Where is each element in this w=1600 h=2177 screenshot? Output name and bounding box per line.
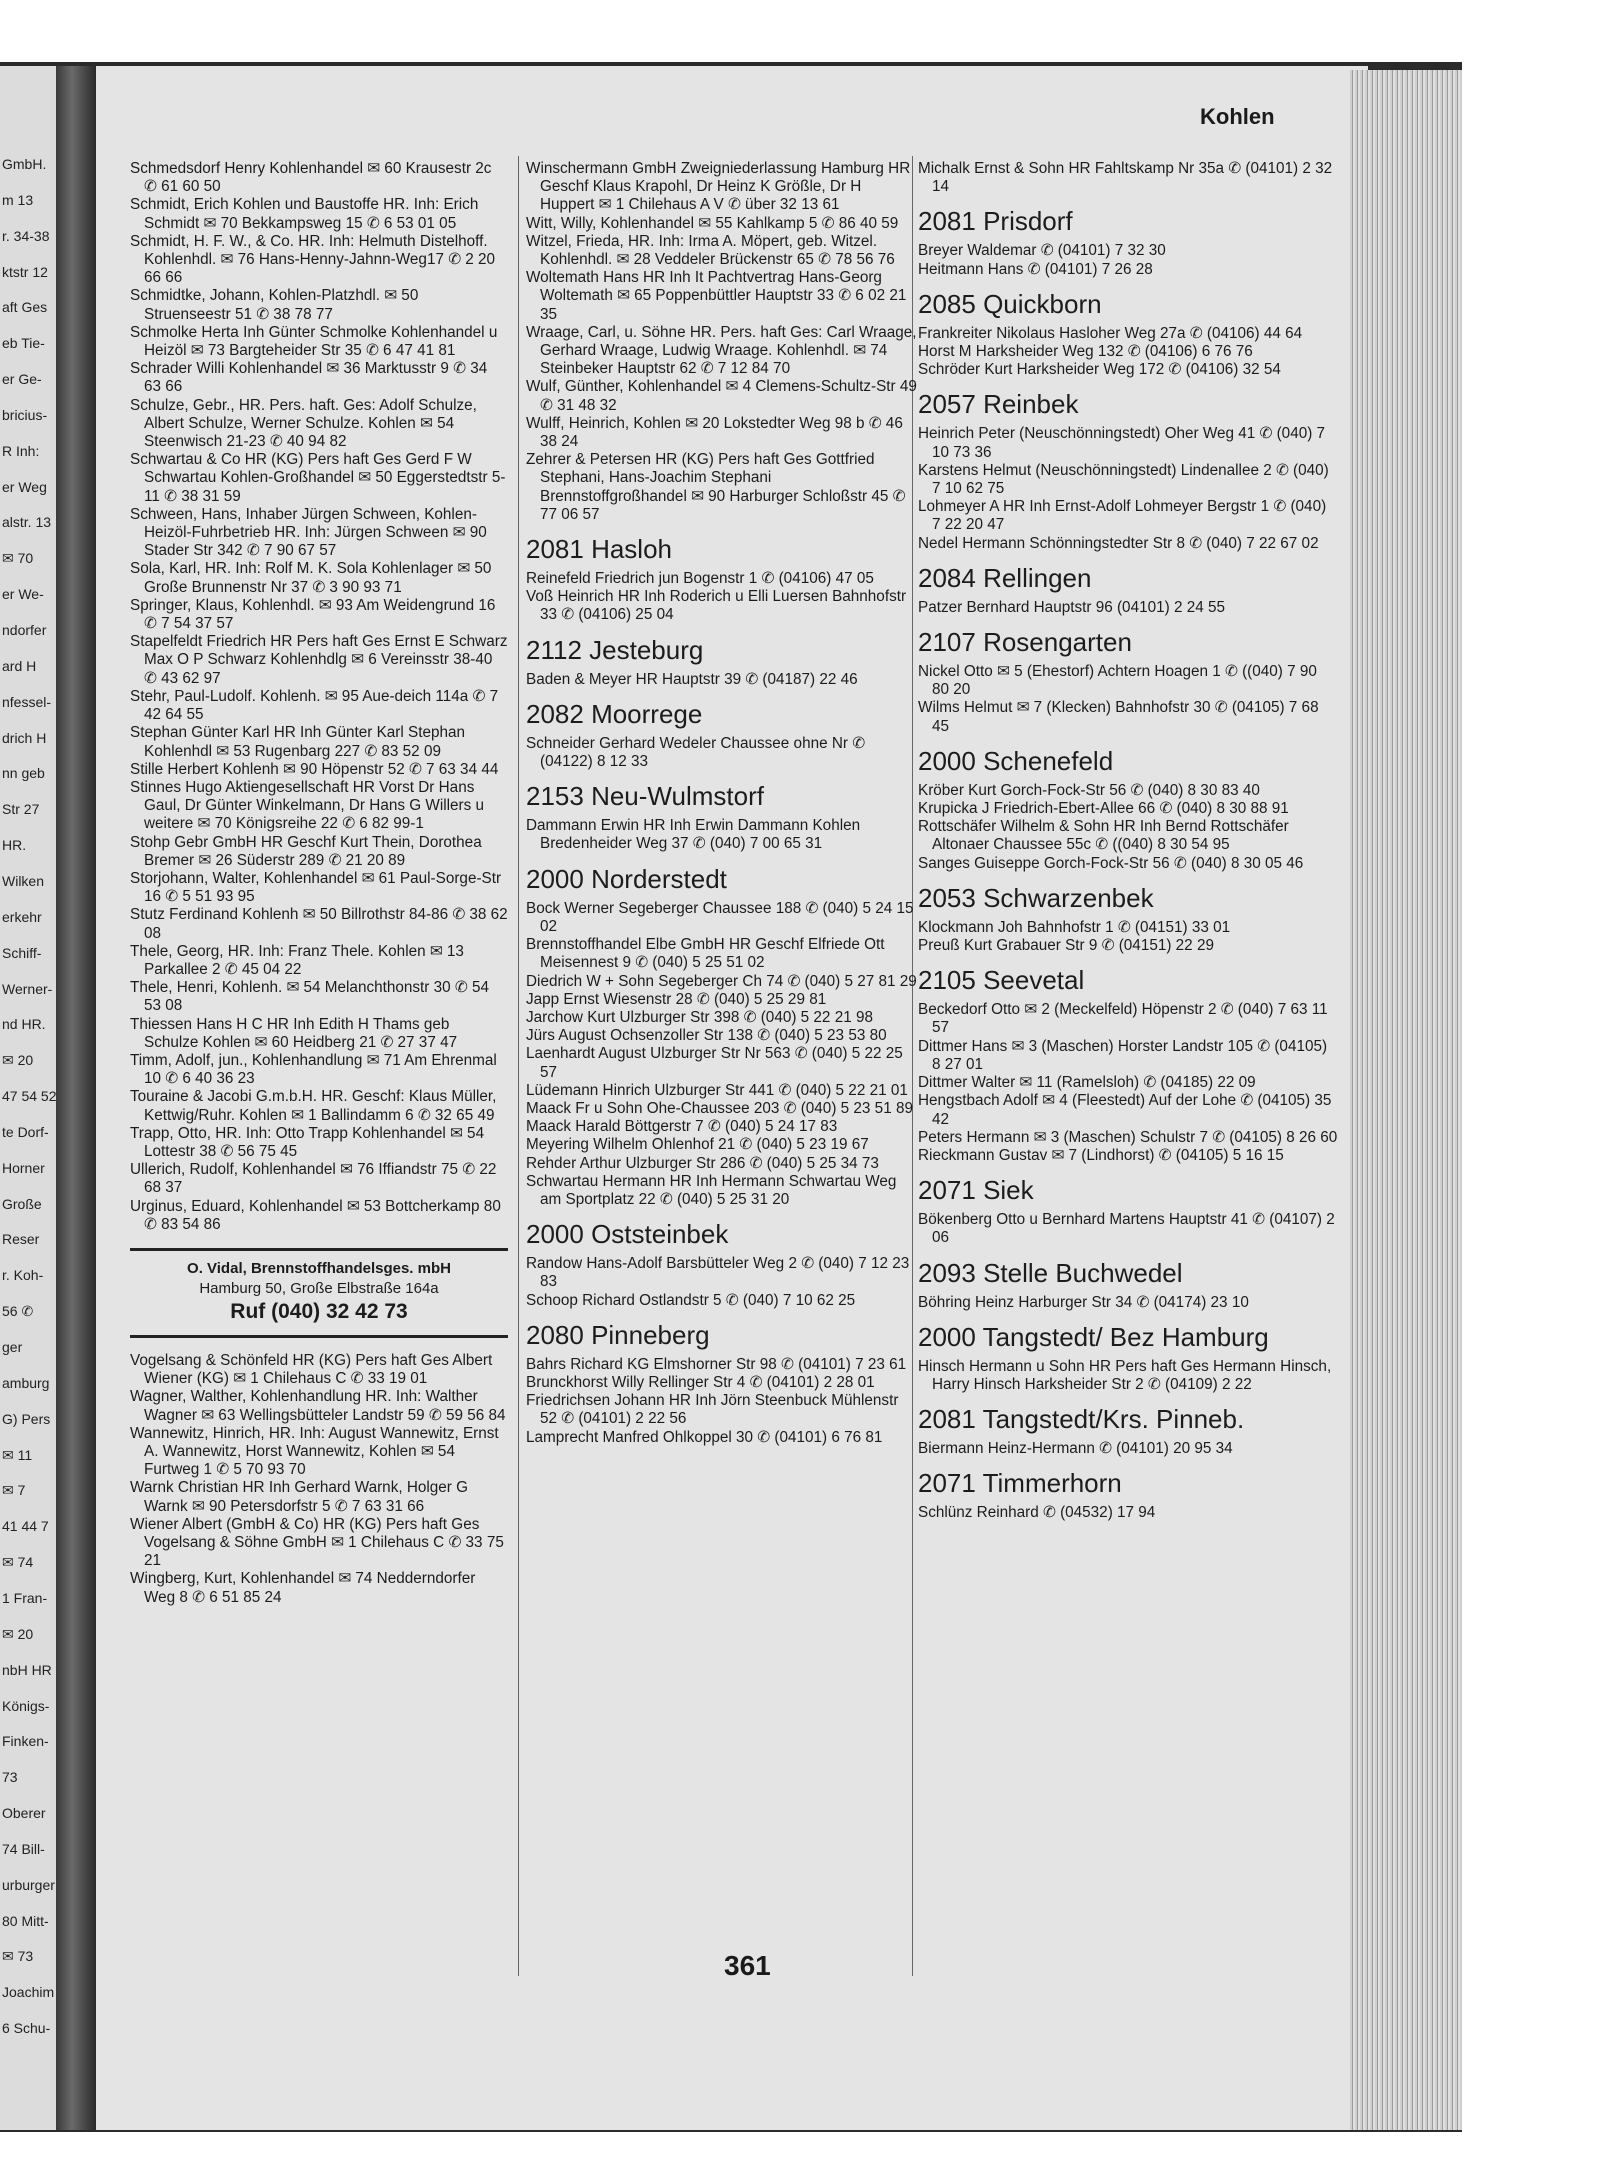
directory-entry: Wulff, Heinrich, Kohlen ✉ 20 Lokstedter Weg 98 b ✆ 46 38 24 — [526, 414, 903, 451]
column-3 — [918, 160, 1338, 1523]
directory-entry: Preuß Kurt Grabauer Str 9 ✆ (04151) 22 29 — [918, 937, 1214, 955]
column-2 — [526, 160, 918, 1447]
directory-entry: Stohp Gebr GmbH HR Geschf Kurt Thein, Dorothea Bremer ✉ 26 Süderstr 289 ✆ 21 20 89 — [130, 833, 482, 869]
directory-entry: Schwartau & Co HR (KG) Pers haft Ges Gerd F W Schwartau Kohlen-Großhandel ✉ 50 Eggerstedtstr 5-11 ✆ 38 31 59 — [130, 451, 506, 505]
left-page-text: drich H — [2, 729, 47, 746]
left-page-text: aft Ges — [2, 299, 48, 316]
left-page-text: R Inh: — [2, 442, 40, 459]
directory-entry: Stille Herbert Kohlenh ✉ 90 Höpenstr 52 ✆ 7 63 34 44 — [130, 760, 499, 778]
directory-entry: Heitmann Hans ✆ (04101) 7 26 28 — [918, 260, 1153, 278]
left-page-text: Große — [2, 1195, 42, 1212]
left-page-text: 80 Mitt- — [2, 1912, 49, 1929]
directory-entry: Kröber Kurt Gorch-Fock-Str 56 ✆ (040) 8 30 83 40 — [918, 781, 1260, 799]
left-page-text: m 13 — [2, 191, 34, 208]
directory-entry: Sanges Guiseppe Gorch-Fock-Str 56 ✆ (040) 8 30 05 46 — [918, 854, 1304, 872]
directory-entry: Schulze, Gebr., HR. Pers. haft. Ges: Adolf Schulze, Albert Schulze, Werner Schulze. Kohlen ✉ 54 Steenwisch 21-23 ✆ 40 94 82 — [130, 396, 477, 451]
directory-entry: Dittmer Hans ✉ 3 (Maschen) Horster Landstr 105 ✆ (04105) 8 27 01 — [918, 1037, 1328, 1073]
directory-entry: Stutz Ferdinand Kohlenh ✉ 50 Billrothstr 84-86 ✆ 38 62 08 — [130, 906, 508, 942]
left-page-text: Königs- — [2, 1697, 50, 1714]
ad-address: Hamburg 50, Große Elbstraße 164a — [199, 1279, 439, 1297]
directory-entry: Thiessen Hans H C HR Inh Edith H Thams geb Schulze Kohlen ✉ 60 Heidberg 21 ✆ 27 37 47 — [130, 1015, 458, 1051]
directory-entry: Wraage, Carl, u. Söhne HR. Pers. haft Ges: Carl Wraage, Gerhard Wraage, Ludwig Wraage. Kohlenhdl. ✉ 74 Steinbeker Hauptstr 62 ✆ 7 12 84 70 — [526, 323, 917, 378]
directory-entry: Beckedorf Otto ✉ 2 (Meckelfeld) Höpenstr 2 ✆ (040) 7 63 11 57 — [918, 1001, 1328, 1037]
town-heading: 2084 Rellingen — [918, 562, 1092, 593]
left-page-text: te Dorf- — [2, 1123, 49, 1140]
directory-entry: Rieckmann Gustav ✉ 7 (Lindhorst) ✆ (04105) 5 16 15 — [918, 1146, 1284, 1164]
town-heading: 2082 Moorrege — [526, 698, 703, 729]
directory-entry: Stephan Günter Karl HR Inh Günter Karl Stephan Kohlenhdl ✉ 53 Rugenbarg 227 ✆ 83 52 09 — [130, 724, 466, 760]
left-page-text: Reser — [2, 1231, 40, 1248]
directory-entry: Biermann Heinz-Hermann ✆ (04101) 20 95 34 — [918, 1440, 1233, 1458]
directory-entry: Frankreiter Nikolaus Hasloher Weg 27a ✆ (04106) 44 64 — [918, 324, 1303, 342]
town-heading: 2000 Schenefeld — [918, 745, 1114, 776]
directory-entry: Thele, Georg, HR. Inh: Franz Thele. Kohlen ✉ 13 Parkallee 2 ✆ 45 04 22 — [130, 942, 464, 978]
directory-entry: Touraine & Jacobi G.m.b.H. HR. Geschf: Klaus Müller, Kettwig/Ruhr. Kohlen ✉ 1 Ballindamm 6 ✆ 32 65 49 — [130, 1088, 497, 1124]
directory-entry: Meyering Wilhelm Ohlenhof 21 ✆ (040) 5 23 19 67 — [526, 1136, 869, 1154]
left-page-text: Finken- — [2, 1733, 49, 1750]
directory-entry: Wannewitz, Hinrich, HR. Inh: August Wannewitz, Ernst A. Wannewitz, Horst Wannewitz, Kohlen ✉ 54 Furtweg 1 ✆ 5 70 93 70 — [130, 1424, 499, 1479]
left-page-text: ✉ 20 — [2, 1052, 34, 1069]
directory-entry: Sola, Karl, HR. Inh: Rolf M. K. Sola Kohlenlager ✉ 50 Große Brunnenstr Nr 37 ✆ 3 90 93 71 — [130, 560, 492, 596]
directory-entry: Trapp, Otto, HR. Inh: Otto Trapp Kohlenhandel ✉ 54 Lottestr 38 ✆ 56 75 45 — [130, 1124, 485, 1160]
left-page-text: eb Tie- — [2, 335, 45, 352]
town-heading: 2112 Jesteburg — [526, 634, 704, 665]
town-heading: 2057 Reinbek — [918, 389, 1079, 420]
directory-entry: Lohmeyer A HR Inh Ernst-Adolf Lohmeyer Bergstr 1 ✆ (040) 7 22 20 47 — [918, 498, 1327, 534]
directory-entry: Vogelsang & Schönfeld HR (KG) Pers haft Ges Albert Wiener (KG) ✉ 1 Chilehaus C ✆ 33 19 01 — [130, 1351, 493, 1388]
left-page-text: er We- — [2, 586, 44, 603]
town-heading: 2000 Oststeinbek — [526, 1219, 729, 1250]
left-page-text: Schiff- — [2, 944, 42, 961]
left-page-text: r. Koh- — [2, 1267, 44, 1284]
directory-entry: Brennstoffhandel Elbe GmbH HR Geschf Elfriede Ott Meisennest 9 ✆ (040) 5 25 51 02 — [526, 936, 885, 972]
directory-entry: Karstens Helmut (Neuschönningstedt) Lindenallee 2 ✆ (040) 7 10 62 75 — [918, 461, 1329, 498]
directory-entry: Nickel Otto ✉ 5 (Ehestorf) Achtern Hoagen 1 ✆ ((040) 7 90 80 20 — [918, 663, 1317, 699]
directory-entry: Schlünz Reinhard ✆ (04532) 17 94 — [918, 1504, 1156, 1522]
town-heading: 2081 Prisdorf — [918, 206, 1073, 237]
directory-entry: Storjohann, Walter, Kohlenhandel ✉ 61 Paul-Sorge-Str 16 ✆ 5 51 93 95 — [130, 869, 502, 906]
directory-entry: Thele, Henri, Kohlenh. ✉ 54 Melanchthonstr 30 ✆ 54 53 08 — [130, 979, 489, 1015]
directory-entry: Bahrs Richard KG Elmshorner Str 98 ✆ (04101) 7 23 61 — [526, 1355, 907, 1373]
left-page-text: Wilken — [2, 872, 45, 889]
page-edges — [1350, 70, 1462, 2130]
town-heading: 2107 Rosengarten — [918, 627, 1132, 658]
directory-entry: Schwartau Hermann HR Inh Hermann Schwartau Weg am Sportplatz 22 ✆ (040) 5 25 31 20 — [526, 1172, 897, 1208]
directory-entry: Böhring Heinz Harburger Str 34 ✆ (04174) 23 10 — [918, 1293, 1249, 1311]
directory-entry: Woltemath Hans HR Inh It Pachtvertrag Hans-Georg Woltemath ✉ 65 Poppenbüttler Hauptstr 33 ✆ 6 02 21 35 — [526, 269, 907, 323]
town-heading: 2071 Timmerhorn — [918, 1468, 1122, 1499]
left-page-text: ✉ 11 — [2, 1446, 33, 1463]
left-page-text: ✉ 74 — [2, 1554, 34, 1571]
town-heading: 2085 Quickborn — [918, 288, 1102, 319]
left-page-text: GmbH. — [2, 156, 47, 172]
left-page-text: bricius- — [2, 406, 48, 423]
directory-entry: Reinefeld Friedrich jun Bogenstr 1 ✆ (04106) 47 05 — [526, 570, 874, 588]
directory-entry: Voß Heinrich HR Inh Roderich u Elli Luersen Bahnhofstr 33 ✆ (04106) 25 04 — [526, 588, 907, 624]
left-page-text: nn geb — [2, 765, 45, 782]
ad-company-name: O. Vidal, Brennstoffhandelsges. mbH — [187, 1259, 451, 1277]
book-spine — [56, 66, 96, 2130]
directory-entry: Baden & Meyer HR Hauptstr 39 ✆ (04187) 22 46 — [526, 670, 858, 688]
left-page-text: 56 ✆ — [2, 1303, 34, 1320]
directory-entry: Japp Ernst Wiesenstr 28 ✆ (040) 5 25 29 81 — [526, 990, 827, 1008]
directory-entry: Springer, Klaus, Kohlenhdl. ✉ 93 Am Weidengrund 16 ✆ 7 54 37 57 — [130, 596, 496, 633]
directory-entry: Schween, Hans, Inhaber Jürgen Schween, Kohlen-Heizöl-Fuhrbetrieb HR. Inh: Jürgen Schween ✉ 90 Stader Str 342 ✆ 7 90 67 57 — [130, 505, 487, 560]
directory-entry: Winschermann GmbH Zweigniederlassung Hamburg HR Geschf Klaus Krapohl, Dr Heinz K Größle, Dr H Huppert ✉ 1 Chilehaus A V ✆ über 32 13 61 — [526, 160, 911, 214]
left-page-text: Werner- — [2, 980, 53, 997]
left-page-text: amburg — [2, 1374, 50, 1391]
directory-entry: Klockmann Joh Bahnhofstr 1 ✆ (04151) 33 01 — [918, 918, 1231, 936]
section-header: Kohlen — [1200, 104, 1275, 129]
directory-entry: Bökenberg Otto u Bernhard Martens Hauptstr 41 ✆ (04107) 2 06 — [918, 1211, 1335, 1247]
left-page-text: Horner — [2, 1159, 45, 1176]
directory-entry: Schmedsdorf Henry Kohlenhandel ✉ 60 Krausestr 2c ✆ 61 60 50 — [130, 160, 492, 196]
left-page-text: ger — [2, 1339, 23, 1356]
left-page-text: 1 Fran- — [2, 1589, 48, 1606]
directory-entry: Patzer Bernhard Hauptstr 96 (04101) 2 24 55 — [918, 598, 1225, 616]
directory-entry: Hengstbach Adolf ✉ 4 (Fleestedt) Auf der Lohe ✆ (04105) 35 42 — [918, 1092, 1332, 1128]
page-number: 361 — [724, 1950, 771, 1981]
directory-entry: Wagner, Walther, Kohlenhandlung HR. Inh: Walther Wagner ✉ 63 Wellingsbütteler Landstr 59 ✆ 59 56 84 — [130, 1388, 506, 1424]
left-page-text: 73 — [2, 1769, 18, 1786]
left-page-text: nbH HR — [2, 1661, 52, 1678]
town-heading: 2071 Siek — [918, 1175, 1034, 1206]
directory-entry: Diedrich W + Sohn Segeberger Ch 74 ✆ (040) 5 27 81 29 — [526, 972, 917, 990]
directory-entry: Warnk Christian HR Inh Gerhard Warnk, Holger G Warnk ✉ 90 Petersdorfstr 5 ✆ 7 63 31 66 — [130, 1479, 469, 1515]
directory-entry: Wilms Helmut ✉ 7 (Klecken) Bahnhofstr 30 ✆ (04105) 7 68 45 — [918, 699, 1319, 735]
directory-entry: Brunckhorst Willy Rellinger Str 4 ✆ (04101) 2 28 01 — [526, 1373, 875, 1391]
directory-entry: Ullerich, Rudolf, Kohlenhandel ✉ 76 Iffiandstr 75 ✆ 22 68 37 — [130, 1161, 497, 1197]
directory-entry: Stapelfeldt Friedrich HR Pers haft Ges Ernst E Schwarz Max O P Schwarz Kohlenhdlg ✉ 6 Vereinsstr 38-40 ✆ 43 62 97 — [130, 633, 508, 687]
left-page-text: Oberer — [2, 1805, 46, 1822]
left-page-text: G) Pers — [2, 1410, 51, 1427]
ad-phone: Ruf (040) 32 42 73 — [230, 1299, 408, 1323]
directory-entry: Wulf, Günther, Kohlenhandel ✉ 4 Clemens-Schultz-Str 49 ✆ 31 48 32 — [526, 378, 917, 414]
directory-entry: Hinsch Hermann u Sohn HR Pers haft Ges Hermann Hinsch, Harry Hinsch Harksheider Str 2 ✆ (04109) 2 22 — [918, 1357, 1332, 1393]
left-page-text: erkehr — [2, 908, 42, 925]
left-page-text: 6 Schu- — [2, 2020, 51, 2037]
directory-entry: Maack Fr u Sohn Ohe-Chaussee 203 ✆ (040) 5 23 51 89 — [526, 1099, 913, 1117]
directory-entry: Rehder Arthur Ulzburger Str 286 ✆ (040) 5 25 34 73 — [526, 1154, 879, 1172]
directory-entry: Rottschäfer Wilhelm & Sohn HR Inh Bernd Rottschäfer Altonaer Chaussee 55c ✆ ((040) 8 30 54 95 — [918, 818, 1289, 854]
column-rule — [518, 156, 519, 1976]
left-page-text: ard H — [2, 657, 37, 674]
town-heading: 2080 Pinneberg — [526, 1319, 710, 1350]
advertisement — [130, 1248, 508, 1338]
left-page-text: ✉ 73 — [2, 1948, 34, 1965]
directory-entry: Horst M Harksheider Weg 132 ✆ (04106) 6 76 76 — [918, 343, 1253, 361]
directory-entry: Jürs August Ochsenzoller Str 138 ✆ (040) 5 23 53 80 — [526, 1027, 887, 1045]
directory-entry: Friedrichsen Johann HR Inh Jörn Steenbuck Mühlenstr 52 ✆ (04101) 2 22 56 — [526, 1392, 899, 1428]
town-heading: 2053 Schwarzenbek — [918, 882, 1154, 913]
directory-entry: Maack Harald Böttgerstr 7 ✆ (040) 5 24 17 83 — [526, 1118, 838, 1136]
left-page-fragment — [0, 66, 56, 2130]
left-page-text: ✉ 20 — [2, 1625, 34, 1642]
town-heading: 2081 Tangstedt/Krs. Pinneb. — [918, 1404, 1245, 1435]
left-page-text: 74 Bill- — [2, 1840, 45, 1857]
town-heading: 2000 Tangstedt/ Bez Hamburg — [918, 1321, 1269, 1352]
town-heading: 2000 Norderstedt — [526, 863, 727, 894]
left-page-text: HR. — [2, 837, 27, 854]
directory-entry: Witt, Willy, Kohlenhandel ✉ 55 Kahlkamp 5 ✆ 86 40 59 — [526, 214, 899, 232]
directory-entry: Schmidt, Erich Kohlen und Baustoffe HR. Inh: Erich Schmidt ✉ 70 Bekkampsweg 15 ✆ 6 53 01 05 — [130, 196, 479, 232]
directory-entry: Stehr, Paul-Ludolf. Kohlenh. ✉ 95 Aue-deich 114a ✆ 7 42 64 55 — [130, 687, 499, 724]
directory-entry: Schmidt, H. F. W., & Co. HR. Inh: Helmuth Distelhoff. Kohlenhdl. ✉ 76 Hans-Henny-Jahnn-Weg17 ✆ 2 20 66 66 — [130, 232, 496, 287]
column-1 — [130, 160, 508, 1607]
directory-entry: Witzel, Frieda, HR. Inh: Irma A. Möpert, geb. Witzel. Kohlenhdl. ✉ 28 Veddeler Brückenstr 65 ✆ 78 56 76 — [526, 232, 895, 269]
directory-entry: Heinrich Peter (Neuschönningstedt) Oher Weg 41 ✆ (040) 7 10 73 36 — [918, 425, 1326, 461]
town-heading: 2105 Seevetal — [918, 965, 1085, 996]
directory-entry: Krupicka J Friedrich-Ebert-Allee 66 ✆ (040) 8 30 88 91 — [918, 800, 1289, 818]
directory-entry: Breyer Waldemar ✆ (04101) 7 32 30 — [918, 242, 1166, 260]
directory-entry: Zehrer & Petersen HR (KG) Pers haft Ges Gottfried Stephani, Hans-Joachim Stephani Brennstoffgroßhandel ✉ 90 Harburger Schloßstr 45 ✆ 77 06 57 — [526, 451, 906, 523]
town-heading: 2153 Neu-Wulmstorf — [526, 781, 764, 812]
directory-entry: Laenhardt August Ulzburger Str Nr 563 ✆ (040) 5 22 25 57 — [526, 1045, 903, 1081]
directory-entry: Lamprecht Manfred Ohlkoppel 30 ✆ (04101) 6 76 81 — [526, 1428, 883, 1446]
directory-entry: Urginus, Eduard, Kohlenhandel ✉ 53 Bottcherkamp 80 ✆ 83 54 86 — [130, 1197, 501, 1233]
left-page-text: 47 54 52 — [2, 1088, 56, 1105]
directory-entry: Michalk Ernst & Sohn HR Fahltskamp Nr 35a ✆ (04101) 2 32 14 — [918, 160, 1333, 196]
directory-entry: Schoop Richard Ostlandstr 5 ✆ (040) 7 10 62 25 — [526, 1291, 856, 1309]
left-page-text: ktstr 12 — [2, 263, 48, 280]
directory-entry: Schrader Willi Kohlenhandel ✉ 36 Marktusstr 9 ✆ 34 63 66 — [130, 360, 488, 396]
town-heading: 2081 Hasloh — [526, 534, 672, 565]
directory-entry: Schmolke Herta Inh Günter Schmolke Kohlenhandel u Heizöl ✉ 73 Bargteheider Str 35 ✆ 6 47 41 81 — [130, 323, 498, 360]
left-page-text: alstr. 13 — [2, 514, 52, 531]
left-page-text: er Ge- — [2, 371, 42, 388]
left-page-text: Str 27 — [2, 801, 40, 818]
directory-entry: Schmidtke, Johann, Kohlen-Platzhdl. ✉ 50 Struenseestr 51 ✆ 38 78 77 — [130, 287, 419, 323]
directory-entry: Randow Hans-Adolf Barsbütteler Weg 2 ✆ (040) 7 12 23 83 — [526, 1255, 910, 1291]
left-page-text: 41 44 7 — [2, 1518, 49, 1535]
town-heading: 2093 Stelle Buchwedel — [918, 1257, 1183, 1288]
directory-entry: Timm, Adolf, jun., Kohlenhandlung ✉ 71 Am Ehrenmal 10 ✆ 6 40 36 23 — [130, 1051, 497, 1088]
directory-entry: Wingberg, Kurt, Kohlenhandel ✉ 74 Nedderndorfer Weg 8 ✆ 6 51 85 24 — [130, 1570, 476, 1606]
directory-entry: Wiener Albert (GmbH & Co) HR (KG) Pers haft Ges Vogelsang & Söhne GmbH ✉ 1 Chilehaus C ✆ 33 75 21 — [130, 1515, 504, 1570]
left-page-text: r. 34-38 — [2, 227, 50, 244]
directory-entry: Bock Werner Segeberger Chaussee 188 ✆ (040) 5 24 15 02 — [526, 899, 914, 935]
left-page-text: ✉ 70 — [2, 550, 34, 567]
left-page-text: ✉ 7 — [2, 1482, 26, 1499]
directory-entry: Nedel Hermann Schönningstedter Str 8 ✆ (040) 7 22 67 02 — [918, 534, 1319, 552]
directory-entry: Dammann Erwin HR Inh Erwin Dammann Kohlen Bredenheider Weg 37 ✆ (040) 7 00 65 31 — [526, 817, 861, 853]
left-page-text: er Weg — [2, 478, 47, 495]
directory-entry: Schröder Kurt Harksheider Weg 172 ✆ (04106) 32 54 — [918, 361, 1281, 379]
left-page-text: nfessel- — [2, 693, 52, 710]
left-page-text: nd HR. — [2, 1016, 46, 1033]
directory-entry: Schneider Gerhard Wedeler Chaussee ohne Nr ✆ (04122) 8 12 33 — [526, 734, 866, 771]
left-page-text: ndorfer — [2, 622, 47, 639]
directory-entry: Stinnes Hugo Aktiengesellschaft HR Vorst Dr Hans Gaul, Dr Günter Winkelmann, Dr Hans G Willers u weitere ✉ 70 Königsreihe 22 ✆ 6 82 99-1 — [130, 778, 485, 833]
directory-entry: Dittmer Walter ✉ 11 (Ramelsloh) ✆ (04185) 22 09 — [918, 1074, 1256, 1092]
left-page-text: urburger — [2, 1876, 55, 1893]
left-page-text: Joachim — [2, 1984, 55, 2001]
directory-entry: Peters Hermann ✉ 3 (Maschen) Schulstr 7 ✆ (04105) 8 26 60 — [918, 1128, 1338, 1146]
directory-entry: Jarchow Kurt Ulzburger Str 398 ✆ (040) 5 22 21 98 — [526, 1008, 873, 1026]
directory-entry: Lüdemann Hinrich Ulzburger Str 441 ✆ (040) 5 22 21 01 — [526, 1081, 908, 1099]
